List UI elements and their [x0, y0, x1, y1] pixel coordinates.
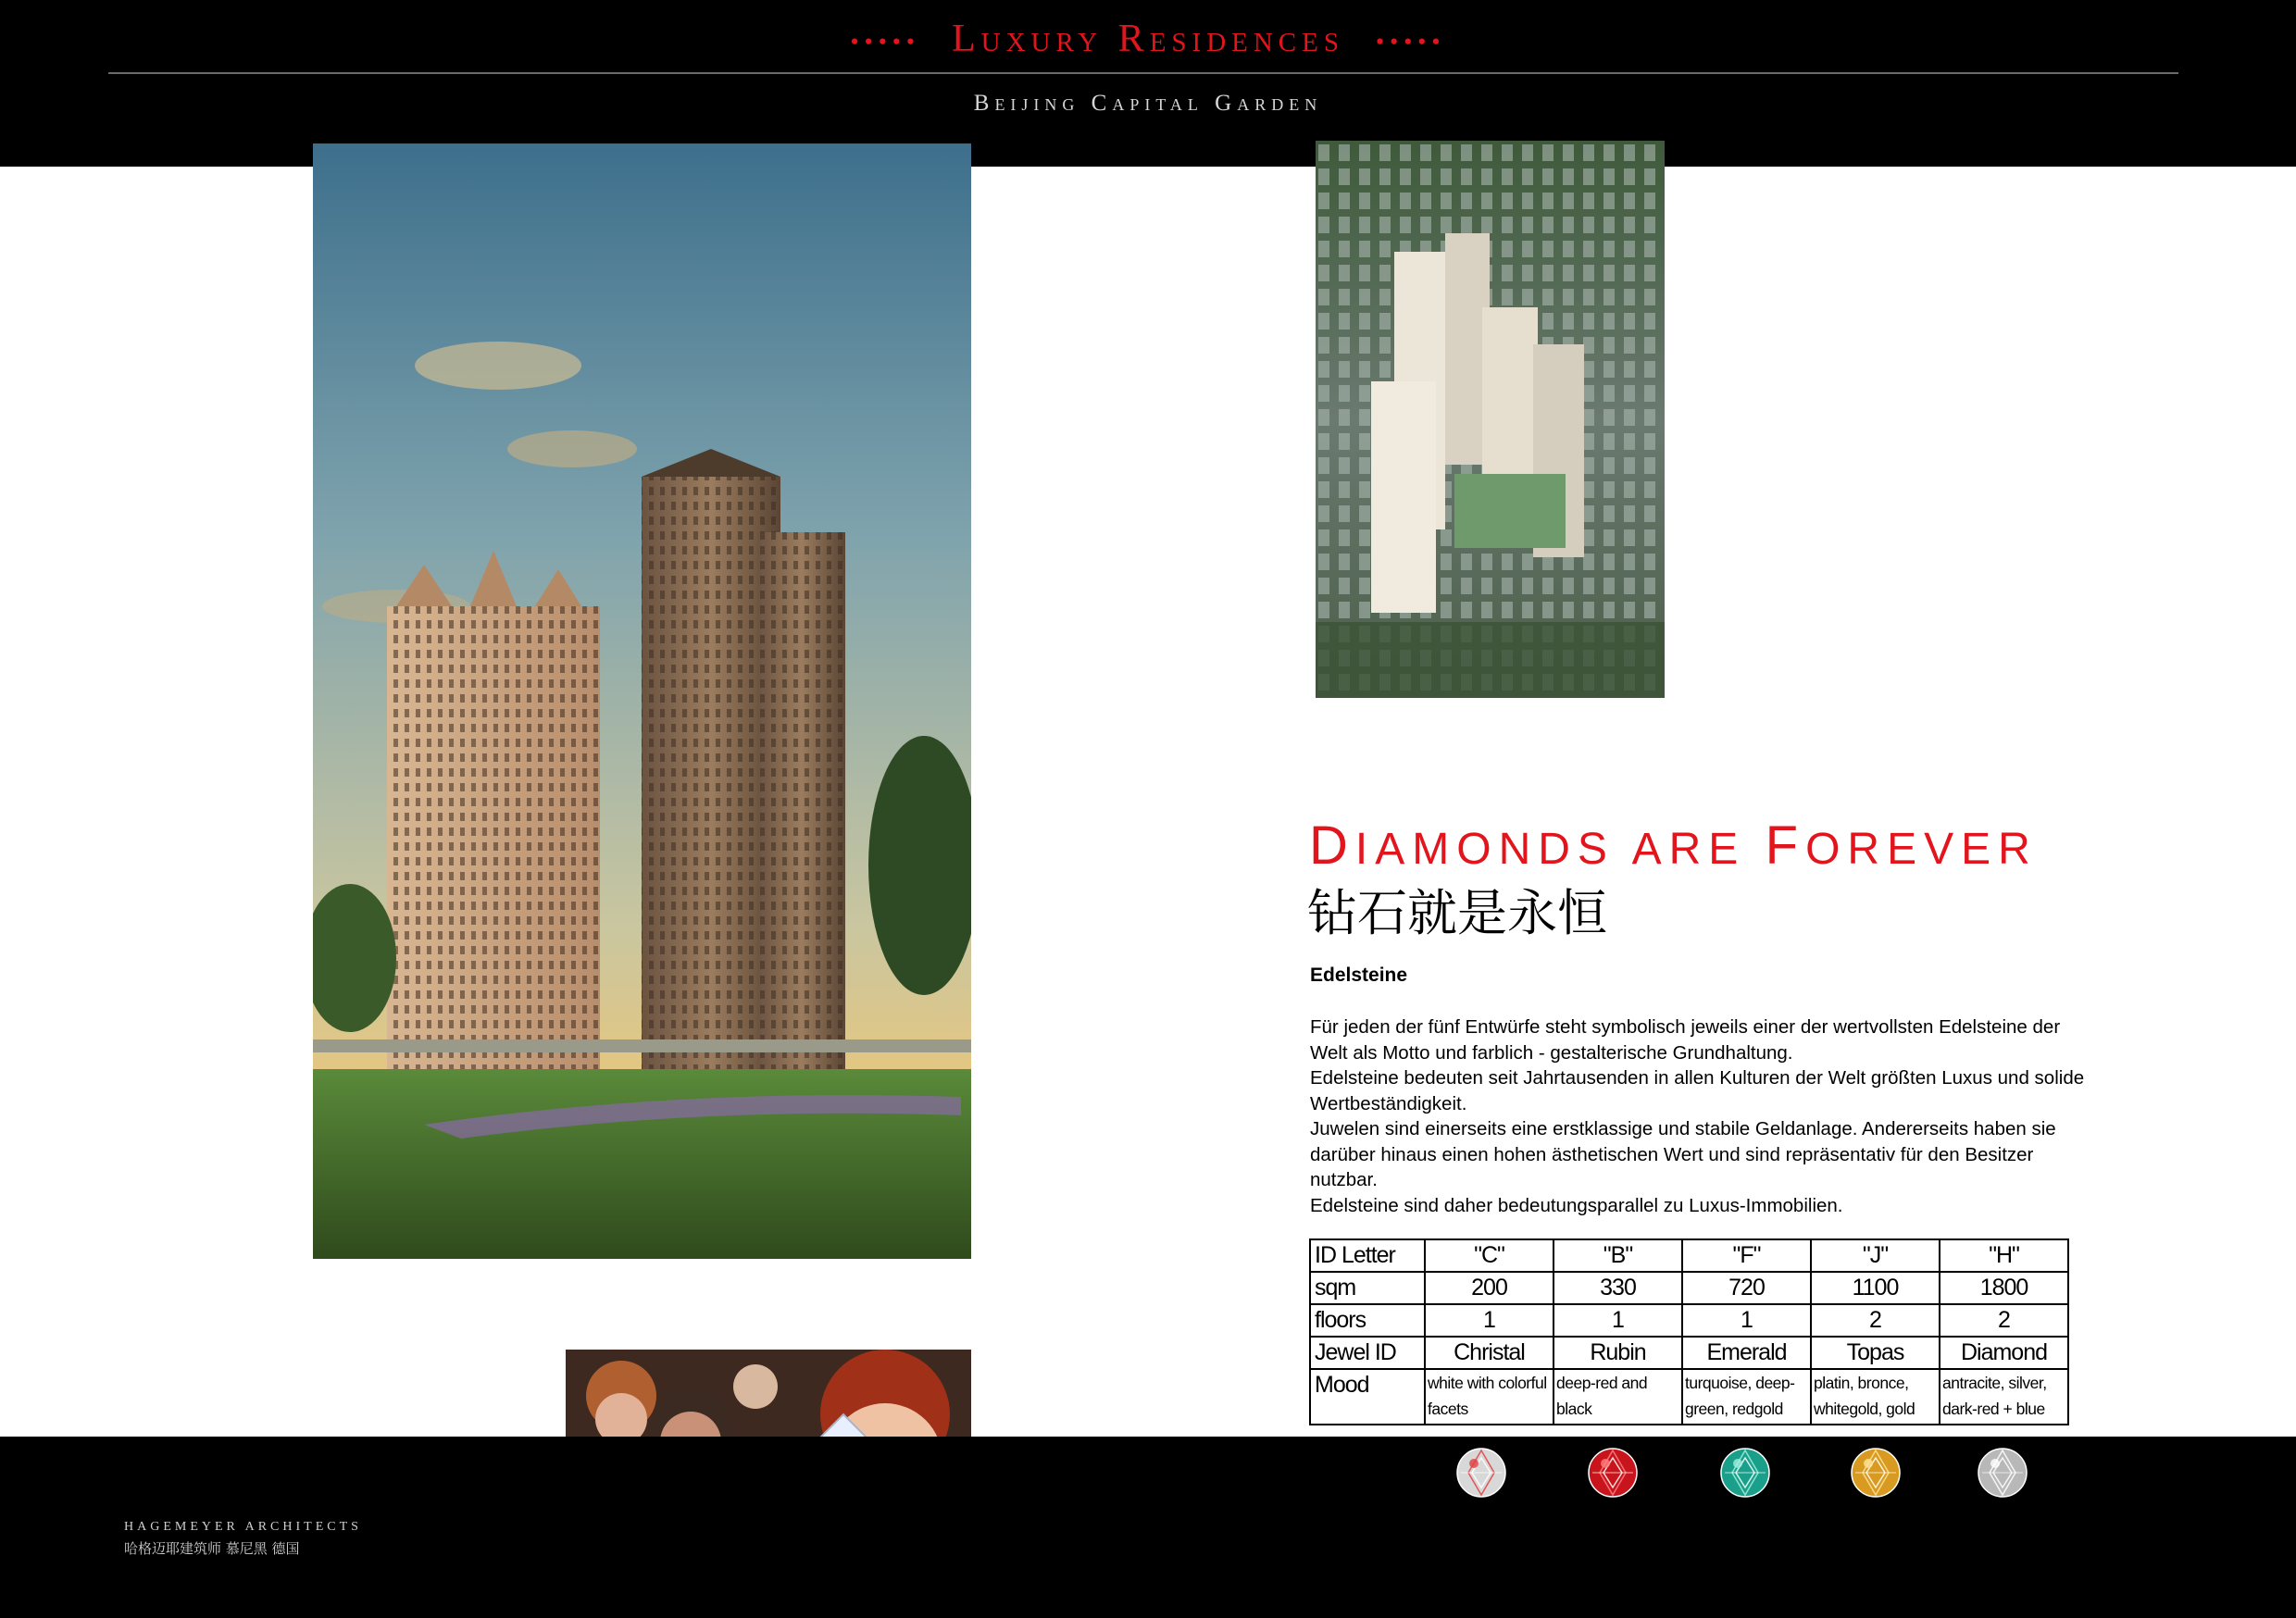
headline-chinese: 钻石就是永恒: [1307, 884, 1607, 942]
table-cell: 1: [1554, 1304, 1682, 1337]
table-cell: Christal: [1425, 1337, 1554, 1369]
aerial-view-image: [1316, 141, 1665, 698]
gem-emerald-icon: [1717, 1445, 1773, 1500]
table-cell: turquoise, deep-green, redgold: [1682, 1369, 1811, 1425]
table-cell: 330: [1554, 1272, 1682, 1304]
header-subtitle: Beijing Capital Garden: [973, 91, 1323, 116]
table-row-jewel-id: [1310, 1337, 2068, 1369]
headline-cap-f: F: [1765, 815, 1806, 876]
jewel-spec-table: [1309, 1238, 2069, 1425]
firm-name-chinese: 哈格迈耶建筑师 慕尼黑 德国: [124, 1540, 300, 1557]
table-cell: antracite, silver, dark-red + blue: [1940, 1369, 2068, 1425]
headline-part-1: IAMONDS ARE: [1354, 825, 1766, 874]
table-cell: 2: [1940, 1304, 2068, 1337]
table-cell: deep-red and black: [1554, 1369, 1682, 1425]
table-cell: "J": [1811, 1239, 1940, 1272]
table-row-floors: [1310, 1304, 2068, 1337]
table-cell: "B": [1554, 1239, 1682, 1272]
header-title-text: Luxury Residences: [952, 18, 1344, 60]
table-cell: 1800: [1940, 1272, 2068, 1304]
tower-rendering-image: [313, 143, 971, 1259]
body-text: [1310, 1014, 2088, 1218]
table-cell: white with colorful facets: [1425, 1369, 1554, 1425]
table-cell: 1: [1425, 1304, 1554, 1337]
body-paragraph: Juwelen sind einerseits eine erstklassige und stabile Geldanlage. Andererseits haben sie darüber hinaus einen hohen ästhetischen Wert und sind repräsentativ für den Besitzer nutzbar.: [1310, 1118, 2056, 1190]
section-label: Edelsteine: [1310, 965, 1408, 986]
table-cell: "H": [1940, 1239, 2068, 1272]
gem-rubin-icon: [1585, 1445, 1641, 1500]
row-label: Mood: [1310, 1369, 1425, 1425]
gem-diamond-icon: [1975, 1445, 2030, 1500]
table-row-sqm: [1310, 1272, 2068, 1304]
table-cell: "F": [1682, 1239, 1811, 1272]
row-label: Jewel ID: [1310, 1337, 1425, 1369]
gem-topas-icon: [1848, 1445, 1903, 1500]
row-label: floors: [1310, 1304, 1425, 1337]
header-dots-left: •••••: [850, 28, 921, 56]
row-label: sqm: [1310, 1272, 1425, 1304]
table-cell: 2: [1811, 1304, 1940, 1337]
table-cell: Rubin: [1554, 1337, 1682, 1369]
table-cell: Topas: [1811, 1337, 1940, 1369]
table-cell: 1: [1682, 1304, 1811, 1337]
body-paragraph: Edelsteine sind daher bedeutungsparallel zu Luxus-Immobilien.: [1310, 1194, 1843, 1216]
table-cell: 200: [1425, 1272, 1554, 1304]
headline-part-2: OREVER: [1805, 825, 2038, 874]
header-dots-right: •••••: [1375, 28, 1446, 56]
table-row-id-letter: [1310, 1239, 2068, 1272]
table-cell: 1100: [1811, 1272, 1940, 1304]
table-cell: "C": [1425, 1239, 1554, 1272]
table-row-mood: [1310, 1369, 2068, 1425]
header-divider: [108, 72, 2178, 74]
table-cell: platin, bronce, whitegold, gold: [1811, 1369, 1940, 1425]
table-cell: Emerald: [1682, 1337, 1811, 1369]
body-paragraph: Für jeden der fünf Entwürfe steht symbolisch jeweils einer der wertvollsten Edelsteine der Welt als Motto und farblich - gestalterische Grundhaltung.: [1310, 1016, 2061, 1064]
table-cell: Diamond: [1940, 1337, 2068, 1369]
row-label: ID Letter: [1310, 1239, 1425, 1272]
body-paragraph: Edelsteine bedeuten seit Jahrtausenden in allen Kulturen der Welt größten Luxus und solide Wertbeständigkeit.: [1310, 1067, 2085, 1114]
headline-title: [1309, 815, 2038, 877]
headline-cap-d: D: [1309, 815, 1355, 876]
header-title: [0, 17, 2296, 61]
table-cell: 720: [1682, 1272, 1811, 1304]
firm-name: HAGEMEYER ARCHITECTS: [124, 1520, 362, 1534]
gem-christal-icon: [1454, 1445, 1509, 1500]
